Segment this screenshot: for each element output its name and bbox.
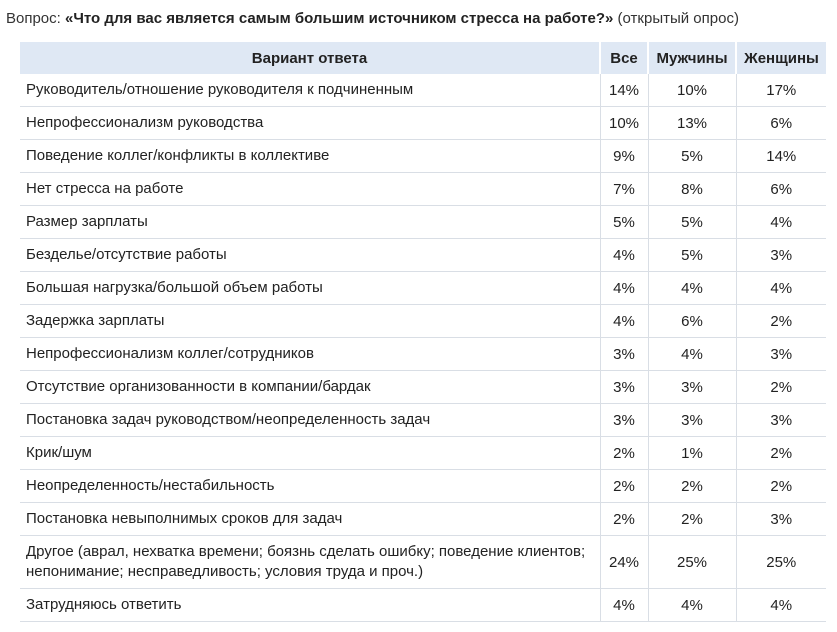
- all-cell: 4%: [600, 272, 648, 305]
- men-cell: 2%: [648, 503, 736, 536]
- answer-cell: Затрудняюсь ответить: [20, 589, 600, 622]
- table-row: [20, 239, 826, 272]
- women-cell: 17%: [736, 74, 826, 107]
- all-cell: 2%: [600, 470, 648, 503]
- women-cell: 3%: [736, 239, 826, 272]
- answer-cell: Задержка зарплаты: [20, 305, 600, 338]
- men-cell: 3%: [648, 371, 736, 404]
- men-cell: 5%: [648, 239, 736, 272]
- all-cell: 4%: [600, 305, 648, 338]
- question-prefix: Вопрос:: [6, 10, 65, 27]
- men-cell: 2%: [648, 470, 736, 503]
- table-row: [20, 338, 826, 371]
- all-cell: 4%: [600, 239, 648, 272]
- answer-cell: Поведение коллег/конфликты в коллективе: [20, 140, 600, 173]
- table-row: [20, 206, 826, 239]
- answer-cell: Непрофессионализм коллег/сотрудников: [20, 338, 600, 371]
- men-cell: 4%: [648, 338, 736, 371]
- women-cell: 2%: [736, 437, 826, 470]
- answer-cell: Неопределенность/нестабильность: [20, 470, 600, 503]
- header-women: Женщины: [736, 42, 826, 74]
- all-cell: 3%: [600, 371, 648, 404]
- women-cell: 6%: [736, 107, 826, 140]
- men-cell: 5%: [648, 206, 736, 239]
- men-cell: 13%: [648, 107, 736, 140]
- women-cell: 2%: [736, 371, 826, 404]
- all-cell: 14%: [600, 74, 648, 107]
- header-men: Мужчины: [648, 42, 736, 74]
- men-cell: 10%: [648, 74, 736, 107]
- all-cell: 10%: [600, 107, 648, 140]
- women-cell: 4%: [736, 272, 826, 305]
- answer-cell: Другое (аврал, нехватка времени; боязнь сделать ошибку; поведение клиентов; непонимание; несправедливость; условия труда и проч.): [20, 536, 600, 589]
- answer-cell: Постановка невыполнимых сроков для задач: [20, 503, 600, 536]
- question-text: «Что для вас является самым большим источником стресса на работе?»: [65, 10, 614, 27]
- all-cell: 7%: [600, 173, 648, 206]
- women-cell: 4%: [736, 206, 826, 239]
- table-row: [20, 173, 826, 206]
- table-row: [20, 437, 826, 470]
- answer-cell: Большая нагрузка/большой объем работы: [20, 272, 600, 305]
- answer-cell: Непрофессионализм руководства: [20, 107, 600, 140]
- women-cell: 4%: [736, 589, 826, 622]
- table-row: [20, 470, 826, 503]
- table-row: [20, 107, 826, 140]
- men-cell: 4%: [648, 272, 736, 305]
- all-cell: 2%: [600, 437, 648, 470]
- table-row: [20, 74, 826, 107]
- men-cell: 8%: [648, 173, 736, 206]
- women-cell: 25%: [736, 536, 826, 589]
- men-cell: 3%: [648, 404, 736, 437]
- all-cell: 3%: [600, 338, 648, 371]
- all-cell: 4%: [600, 589, 648, 622]
- question-suffix: (открытый опрос): [613, 10, 739, 27]
- answer-cell: Постановка задач руководством/неопределенность задач: [20, 404, 600, 437]
- table-row: [20, 404, 826, 437]
- all-cell: 5%: [600, 206, 648, 239]
- survey-question: [6, 10, 834, 28]
- table-header-row: [20, 42, 826, 74]
- table-row: [20, 503, 826, 536]
- table-row: [20, 371, 826, 404]
- table-row: [20, 305, 826, 338]
- women-cell: 3%: [736, 503, 826, 536]
- women-cell: 2%: [736, 470, 826, 503]
- all-cell: 2%: [600, 503, 648, 536]
- table-row: [20, 589, 826, 622]
- men-cell: 25%: [648, 536, 736, 589]
- all-cell: 3%: [600, 404, 648, 437]
- women-cell: 3%: [736, 338, 826, 371]
- header-answer: Вариант ответа: [20, 42, 600, 74]
- men-cell: 5%: [648, 140, 736, 173]
- table-row: [20, 140, 826, 173]
- answer-cell: Отсутствие организованности в компании/бардак: [20, 371, 600, 404]
- women-cell: 2%: [736, 305, 826, 338]
- men-cell: 1%: [648, 437, 736, 470]
- men-cell: 6%: [648, 305, 736, 338]
- women-cell: 6%: [736, 173, 826, 206]
- table-row: [20, 536, 826, 589]
- header-all: Все: [600, 42, 648, 74]
- all-cell: 24%: [600, 536, 648, 589]
- women-cell: 14%: [736, 140, 826, 173]
- answer-cell: Безделье/отсутствие работы: [20, 239, 600, 272]
- answer-cell: Крик/шум: [20, 437, 600, 470]
- table-row: [20, 272, 826, 305]
- answer-cell: Нет стресса на работе: [20, 173, 600, 206]
- women-cell: 3%: [736, 404, 826, 437]
- men-cell: 4%: [648, 589, 736, 622]
- answer-cell: Размер зарплаты: [20, 206, 600, 239]
- results-table: [20, 42, 826, 622]
- answer-cell: Руководитель/отношение руководителя к подчиненным: [20, 74, 600, 107]
- all-cell: 9%: [600, 140, 648, 173]
